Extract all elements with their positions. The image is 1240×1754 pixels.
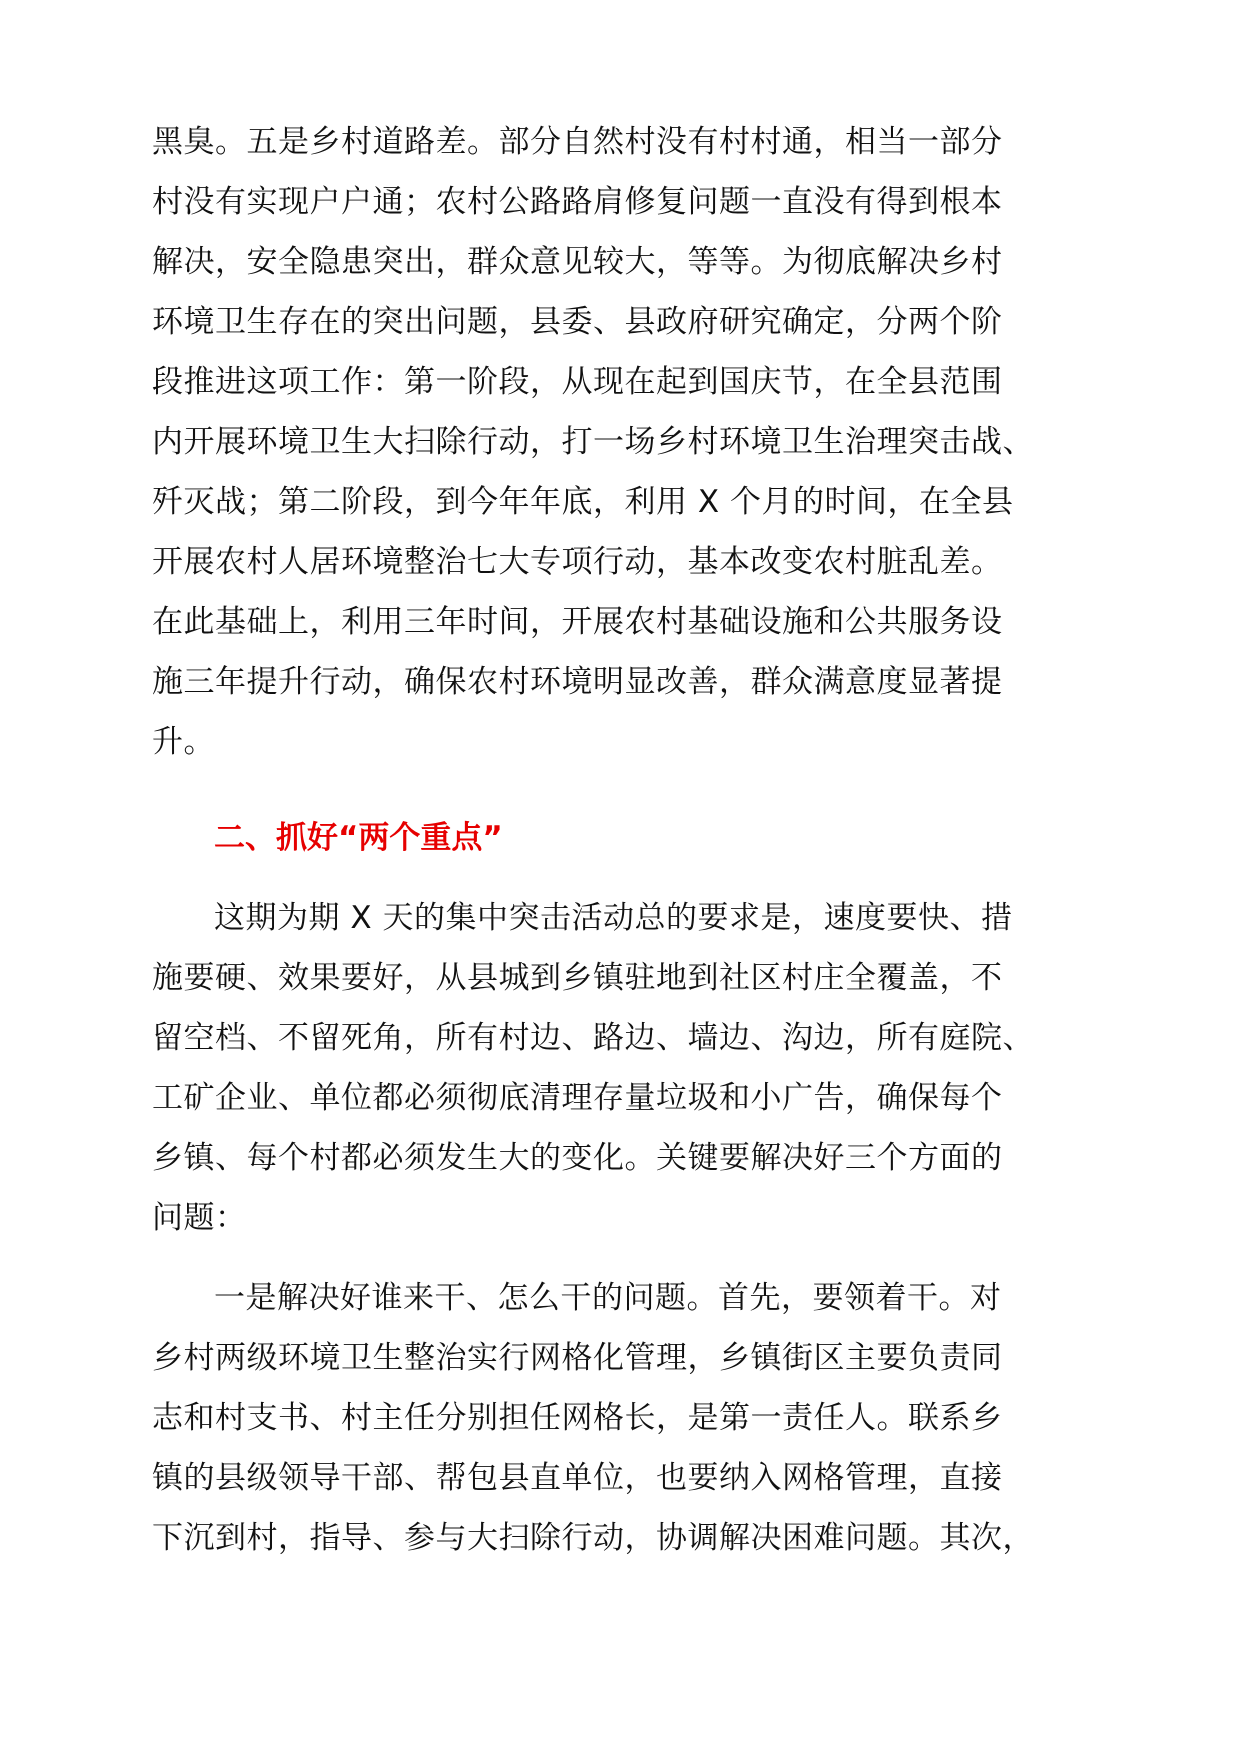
paragraph-1 bbox=[152, 112, 1112, 772]
paragraph-line: 解决，安全隐患突出，群众意见较大，等等。为彻底解决乡村 bbox=[152, 244, 1003, 280]
paragraph-line: 升。 bbox=[152, 724, 215, 760]
paragraph-line: 开展农村人居环境整治七大专项行动，基本改变农村脏乱差。 bbox=[152, 544, 1003, 580]
paragraph-line: 村没有实现户户通；农村公路路肩修复问题一直没有得到根本 bbox=[152, 184, 1003, 220]
paragraph-line: 工矿企业、单位都必须彻底清理存量垃圾和小广告，确保每个 bbox=[152, 1080, 1003, 1116]
paragraph-line: 黑臭。五是乡村道路差。部分自然村没有村村通，相当一部分 bbox=[152, 124, 1003, 160]
paragraph-2 bbox=[152, 888, 1112, 1248]
paragraph-3 bbox=[152, 1268, 1112, 1568]
paragraph-line: 在此基础上，利用三年时间，开展农村基础设施和公共服务设 bbox=[152, 604, 1003, 640]
paragraph-line: 乡村两级环境卫生整治实行网格化管理，乡镇街区主要负责同 bbox=[152, 1340, 1003, 1376]
paragraph-line: 这期为期 X 天的集中突击活动总的要求是，速度要快、措 bbox=[214, 900, 1013, 936]
paragraph-line: 内开展环境卫生大扫除行动，打一场乡村环境卫生治理突击战、 bbox=[152, 424, 1034, 460]
paragraph-line: 歼灭战；第二阶段，到今年年底，利用 X 个月的时间，在全县 bbox=[152, 484, 1014, 520]
paragraph-line: 留空档、不留死角，所有村边、路边、墙边、沟边，所有庭院、 bbox=[152, 1020, 1034, 1056]
paragraph-line: 问题： bbox=[152, 1200, 247, 1236]
paragraph-line: 下沉到村，指导、参与大扫除行动，协调解决困难问题。其次， bbox=[152, 1520, 1034, 1556]
paragraph-line: 乡镇、每个村都必须发生大的变化。关键要解决好三个方面的 bbox=[152, 1140, 1003, 1176]
paragraph-line: 段推进这项工作：第一阶段，从现在起到国庆节，在全县范围 bbox=[152, 364, 1003, 400]
paragraph-line: 环境卫生存在的突出问题，县委、县政府研究确定，分两个阶 bbox=[152, 304, 1003, 340]
paragraph-line: 一是解决好谁来干、怎么干的问题。首先，要领着干。对 bbox=[214, 1280, 1002, 1316]
paragraph-line: 镇的县级领导干部、帮包县直单位，也要纳入网格管理，直接 bbox=[152, 1460, 1003, 1496]
paragraph-line: 施要硬、效果要好，从县城到乡镇驻地到社区村庄全覆盖，不 bbox=[152, 960, 1003, 996]
section-heading: 二、抓好“两个重点” bbox=[214, 820, 503, 856]
paragraph-line: 施三年提升行动，确保农村环境明显改善，群众满意度显著提 bbox=[152, 664, 1003, 700]
paragraph-line: 志和村支书、村主任分别担任网格长，是第一责任人。联系乡 bbox=[152, 1400, 1003, 1436]
